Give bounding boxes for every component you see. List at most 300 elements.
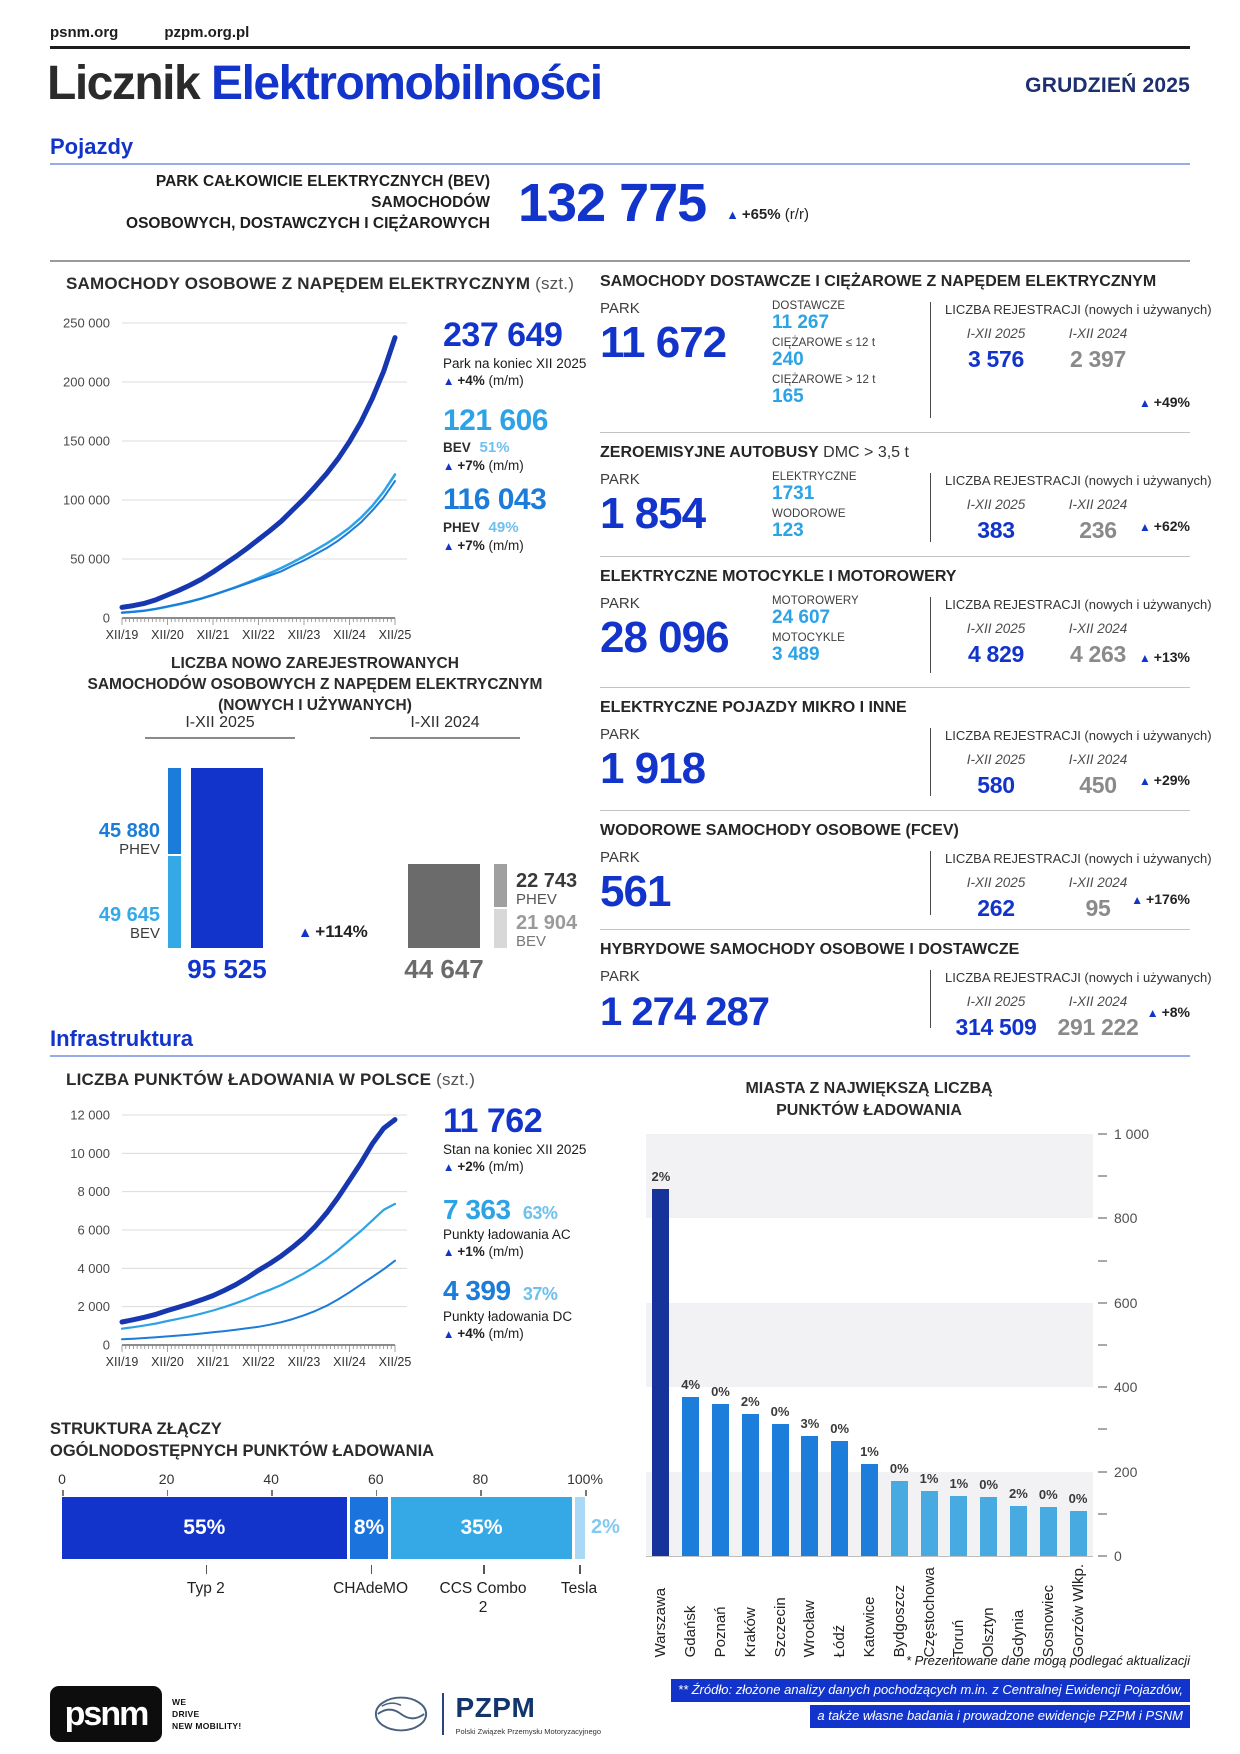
city-bar-label: 0% bbox=[1038, 1487, 1058, 1502]
stat-section-5 bbox=[600, 929, 1212, 1042]
footnote-1: * Prezentowane dane mogą podlegać aktualizacji bbox=[905, 1653, 1190, 1668]
stat-value: 11 762 bbox=[443, 1102, 543, 1140]
city-bar-label: 0% bbox=[1068, 1491, 1088, 1506]
city-name: Wrocław bbox=[801, 1600, 819, 1658]
city-bar-label: 2% bbox=[1009, 1486, 1028, 1501]
svg-text:XII/25: XII/25 bbox=[378, 628, 412, 642]
year-label: I-XII 2024 bbox=[1068, 326, 1128, 341]
stat-section-4 bbox=[600, 810, 1212, 929]
svg-text:4 000: 4 000 bbox=[77, 1260, 110, 1276]
year-value: 236 bbox=[1079, 517, 1117, 543]
connectors-chart bbox=[50, 1418, 620, 1623]
city-bar bbox=[1010, 1506, 1027, 1556]
park-breakdown-item bbox=[772, 508, 922, 542]
registrations-block bbox=[930, 473, 1212, 543]
city-bar bbox=[652, 1189, 669, 1556]
axis-number: 200 bbox=[1114, 1463, 1138, 1480]
registrations-title: LICZBA REJESTRACJI (nowych i używanych) bbox=[945, 851, 1212, 866]
axis-dash bbox=[1098, 1471, 1107, 1473]
axis-number: 800 bbox=[1114, 1210, 1138, 1227]
city-bar-slot bbox=[884, 1134, 914, 1556]
breakdown-label: CIĘŻAROWE ≤ 12 t bbox=[772, 336, 876, 349]
label-bev-2024: 21 904 BEV bbox=[516, 912, 578, 950]
year-label: I-XII 2025 bbox=[966, 497, 1026, 512]
city-bar-label: 4% bbox=[681, 1377, 701, 1392]
svg-text:6 000: 6 000 bbox=[77, 1222, 110, 1238]
city-bar-label: 1% bbox=[860, 1444, 879, 1459]
year-label: I-XII 2025 bbox=[966, 326, 1026, 341]
year-value: 2 397 bbox=[1069, 346, 1127, 372]
year-label: I-XII 2024 bbox=[1068, 875, 1128, 890]
svg-text:200 000: 200 000 bbox=[63, 374, 110, 390]
axis-dash bbox=[1098, 1302, 1107, 1304]
city-bar bbox=[682, 1397, 699, 1556]
year-value: 450 bbox=[1079, 772, 1117, 798]
registrations-block bbox=[930, 970, 1212, 1040]
city-name: Katowice bbox=[860, 1596, 878, 1658]
connector-label: Typ 2 bbox=[186, 1579, 225, 1597]
park-breakdown-item bbox=[772, 595, 922, 629]
axis-tick bbox=[585, 1490, 587, 1496]
axis-dash bbox=[1098, 1260, 1107, 1262]
axis-dash bbox=[1098, 1513, 1107, 1515]
city-bar bbox=[1070, 1511, 1087, 1556]
connector-segment-chademo: 8% bbox=[350, 1497, 392, 1559]
city-bar-slot bbox=[706, 1134, 736, 1556]
label-bev-2025: 49 645 BEV bbox=[98, 904, 160, 942]
axis-number: 20 bbox=[158, 1470, 175, 1487]
city-bar-slot bbox=[735, 1134, 765, 1556]
svg-text:XII/21: XII/21 bbox=[196, 1355, 230, 1369]
park-value: 11 672 bbox=[600, 318, 727, 367]
registrations-col-2025 bbox=[945, 497, 1047, 544]
cities-plot bbox=[646, 1134, 1093, 1556]
svg-text:0: 0 bbox=[102, 610, 110, 626]
city-bar-label: 0% bbox=[711, 1384, 730, 1399]
axis-dash bbox=[1098, 1555, 1107, 1557]
svg-text:XII/24: XII/24 bbox=[333, 1355, 366, 1369]
breakdown-value: 3 489 bbox=[772, 643, 820, 665]
top-links bbox=[50, 24, 295, 41]
vehicle-stats-sections bbox=[600, 262, 1212, 1042]
registrations-delta: ▲ +62% bbox=[1139, 518, 1190, 534]
new-registrations-title: LICZBA NOWO ZAREJESTROWANYCH SAMOCHODÓW OSOBOWYCH Z NAPĘDEM ELEKTRYCZNYM (NOWYCH I UŻYWANYCH) bbox=[87, 655, 543, 714]
stat-section-2 bbox=[600, 556, 1212, 687]
park-breakdown-item bbox=[772, 300, 922, 334]
city-name: Warszawa bbox=[652, 1587, 670, 1658]
svg-text:XII/22: XII/22 bbox=[242, 628, 275, 642]
svg-text:XII/25: XII/25 bbox=[378, 1355, 412, 1369]
park-value: 1 854 bbox=[600, 489, 706, 538]
footnote-2: ** Źródło: złożone analizy danych pochodzących m.in. z Centralnej Ewidencji Pojazdów, bbox=[671, 1679, 1190, 1702]
registrations-columns bbox=[931, 326, 1190, 373]
city-name: Kraków bbox=[741, 1607, 759, 1658]
axis-number: 0 bbox=[58, 1470, 66, 1487]
registrations-title: LICZBA REJESTRACJI (nowych i używanych) bbox=[945, 473, 1212, 488]
city-bar bbox=[861, 1464, 878, 1556]
axis-dash bbox=[1098, 1428, 1107, 1430]
chart-stat bbox=[443, 403, 603, 474]
stat-caption: Punkty ładowania AC bbox=[443, 1227, 571, 1243]
city-bar-slot bbox=[795, 1134, 825, 1556]
city-name: Gdańsk bbox=[682, 1605, 700, 1658]
main-bar-2024 bbox=[408, 864, 480, 948]
stat-section-title: ZEROEMISYJNE AUTOBUSY DMC > 3,5 t bbox=[600, 444, 909, 461]
section-heading-infrastruktura: Infrastruktura bbox=[50, 1026, 194, 1051]
year-value: 4 263 bbox=[1069, 641, 1127, 667]
tesla-share-label: 2% bbox=[591, 1516, 620, 1538]
city-bar-slot bbox=[646, 1134, 676, 1556]
cities-names bbox=[646, 1564, 1093, 1657]
footer bbox=[50, 1686, 601, 1742]
year-value: 262 bbox=[977, 895, 1015, 921]
park-breakdown bbox=[772, 300, 922, 411]
svg-text:50 000: 50 000 bbox=[70, 551, 110, 567]
label-phev-2025: 45 880 PHEV bbox=[98, 820, 160, 858]
connector-label: Tesla bbox=[560, 1579, 598, 1597]
connectors-labels bbox=[50, 1559, 598, 1623]
axis-tick bbox=[62, 1490, 64, 1496]
city-bar-slot bbox=[944, 1134, 974, 1556]
year-label: I-XII 2024 bbox=[1068, 752, 1128, 767]
connectors-axis bbox=[50, 1470, 603, 1497]
stat-caption: Stan na koniec XII 2025 bbox=[443, 1141, 587, 1157]
city-bar-label: 0% bbox=[770, 1404, 790, 1419]
stat-section-title: HYBRYDOWE SAMOCHODY OSOBOWE I DOSTAWCZE bbox=[600, 941, 1020, 958]
stat-delta: ▲ +4% (m/m) bbox=[443, 372, 524, 388]
year-value: 580 bbox=[977, 772, 1015, 798]
svg-text:XII/23: XII/23 bbox=[287, 1355, 321, 1369]
registrations-col-2025 bbox=[945, 326, 1047, 373]
ev-cars-chart-title: SAMOCHODY OSOBOWE Z NAPĘDEM ELEKTRYCZNYM (szt.) bbox=[66, 274, 575, 293]
axis-dash bbox=[1098, 1133, 1107, 1135]
link-pzpm-org[interactable]: pzpm.org.pl bbox=[164, 24, 250, 41]
year-label: I-XII 2024 bbox=[1068, 497, 1128, 512]
park-label: PARK bbox=[600, 595, 640, 612]
stat-delta: ▲ +7% (m/m) bbox=[443, 458, 524, 474]
stat-caption: PHEV 49% bbox=[443, 518, 519, 536]
stat-delta: ▲ +7% (m/m) bbox=[443, 537, 524, 553]
axis-number: 100% bbox=[567, 1470, 603, 1487]
svg-text:10 000: 10 000 bbox=[70, 1145, 110, 1161]
city-bar-slot bbox=[1063, 1134, 1093, 1556]
connector-tick bbox=[483, 1565, 485, 1574]
city-bar-label: 2% bbox=[651, 1169, 671, 1184]
chart-stat bbox=[443, 318, 603, 388]
city-name: Łódź bbox=[831, 1624, 849, 1658]
axis-dash bbox=[1098, 1386, 1107, 1388]
park-value: 28 096 bbox=[600, 613, 729, 662]
svg-text:XII/19: XII/19 bbox=[105, 1355, 139, 1369]
city-name: Toruń bbox=[950, 1619, 968, 1658]
registrations-title: LICZBA REJESTRACJI (nowych i używanych) bbox=[945, 728, 1212, 743]
stat-delta: ▲ +4% (m/m) bbox=[443, 1325, 524, 1341]
stat-caption: Punkty ładowania DC bbox=[443, 1308, 573, 1324]
stat-section-1 bbox=[600, 432, 1212, 556]
svg-text:2 000: 2 000 bbox=[77, 1299, 110, 1315]
connector-tick bbox=[206, 1565, 208, 1574]
svg-text:8 000: 8 000 bbox=[77, 1184, 110, 1200]
park-value: 1 918 bbox=[600, 744, 706, 793]
chart-stat bbox=[443, 1193, 603, 1260]
connector-segment-typ-2: 55% bbox=[62, 1497, 350, 1559]
pzpm-logo bbox=[372, 1692, 601, 1736]
charging-chart-title: LICZBA PUNKTÓW ŁADOWANIA W POLSCE (szt.) bbox=[66, 1070, 476, 1089]
city-bar bbox=[742, 1414, 759, 1556]
registrations-block bbox=[930, 728, 1212, 798]
city-bar bbox=[712, 1404, 729, 1556]
city-bar-label: 2% bbox=[740, 1394, 760, 1409]
registrations-col-2025 bbox=[945, 621, 1047, 668]
axis-dash bbox=[1098, 1175, 1107, 1177]
header-rule bbox=[50, 46, 1190, 49]
breakdown-value: 1731 bbox=[772, 483, 815, 504]
city-bar bbox=[980, 1497, 997, 1556]
city-bar-label: 1% bbox=[919, 1471, 939, 1486]
psnm-tagline: WE DRIVE NEW MOBILITY! bbox=[172, 1696, 242, 1732]
city-bar-slot bbox=[676, 1134, 706, 1556]
connector-label: CCS Combo 2 bbox=[439, 1579, 527, 1616]
axis-tick bbox=[271, 1490, 273, 1496]
stat-caption: Park na koniec XII 2025 bbox=[443, 355, 587, 371]
svg-text:XII/20: XII/20 bbox=[151, 1355, 184, 1369]
registrations-col-2025 bbox=[945, 875, 1047, 922]
breakdown-value: 123 bbox=[772, 519, 804, 541]
axis-number: 60 bbox=[368, 1470, 384, 1487]
registrations-title: LICZBA REJESTRACJI (nowych i używanych) bbox=[945, 597, 1212, 612]
city-name: Sosnowiec bbox=[1039, 1584, 1057, 1658]
city-bar-label: 1% bbox=[949, 1476, 969, 1491]
connector-tick bbox=[371, 1565, 373, 1574]
thin-bar-phev-2024 bbox=[494, 864, 507, 907]
reg-delta: ▲ +114% bbox=[298, 922, 368, 941]
axis-number: 600 bbox=[1114, 1294, 1138, 1311]
registrations-block bbox=[930, 302, 1212, 418]
breakdown-value: 165 bbox=[772, 385, 804, 407]
registrations-delta: ▲ +176% bbox=[1131, 891, 1190, 907]
label-phev-2024: 22 743 PHEV bbox=[516, 870, 578, 908]
new-registrations-chart bbox=[50, 648, 580, 1000]
bev-total-value: 132 775 bbox=[518, 173, 707, 234]
city-bar bbox=[772, 1424, 789, 1556]
stat-value: 116 043 bbox=[443, 483, 547, 517]
park-breakdown-item bbox=[772, 337, 922, 371]
city-bar-slot bbox=[855, 1134, 885, 1556]
registrations-delta: ▲ +13% bbox=[1139, 649, 1190, 665]
connector-segment-tesla bbox=[575, 1497, 585, 1559]
park-label: PARK bbox=[600, 300, 640, 317]
registrations-title: LICZBA REJESTRACJI (nowych i używanych) bbox=[945, 302, 1212, 317]
year-value: 3 576 bbox=[967, 346, 1025, 372]
stat-value: 7 363 63% bbox=[443, 1193, 558, 1225]
year-value: 314 509 bbox=[955, 1014, 1037, 1040]
year-value: 95 bbox=[1085, 895, 1111, 921]
issue-date: GRUDZIEŃ 2025 bbox=[1025, 74, 1190, 97]
svg-text:XII/22: XII/22 bbox=[242, 1355, 275, 1369]
thin-bar-bev-2024 bbox=[494, 909, 507, 948]
footnotes bbox=[600, 1652, 1190, 1728]
city-bar-slot bbox=[765, 1134, 795, 1556]
city-bar-label: 3% bbox=[800, 1416, 820, 1431]
breakdown-label: MOTOROWERY bbox=[772, 595, 859, 607]
pojazdy-rule bbox=[50, 163, 1190, 165]
stat-section-title: SAMOCHODY DOSTAWCZE I CIĘŻAROWE Z NAPĘDEM ELEKTRYCZNYM bbox=[600, 273, 1157, 290]
infrastruktura-rule bbox=[50, 1055, 1190, 1057]
year-label: I-XII 2025 bbox=[966, 752, 1026, 767]
registrations-delta: ▲ +29% bbox=[1139, 772, 1190, 788]
city-name: Poznań bbox=[711, 1606, 729, 1658]
city-bar bbox=[891, 1481, 908, 1556]
connector-label: CHAdeMO bbox=[333, 1579, 409, 1597]
svg-text:XII/23: XII/23 bbox=[287, 628, 321, 642]
axis-number: 1 000 bbox=[1114, 1126, 1150, 1142]
stat-delta: ▲ +1% (m/m) bbox=[443, 1244, 524, 1260]
registrations-col-2025 bbox=[945, 752, 1047, 799]
stat-section-title: ELEKTRYCZNE POJAZDY MIKRO I INNE bbox=[600, 699, 907, 716]
svg-text:12 000: 12 000 bbox=[70, 1107, 110, 1123]
axis-tick bbox=[376, 1490, 378, 1496]
axis-number: 0 bbox=[1114, 1548, 1122, 1564]
bev-total-delta: ▲ +65% (r/r) bbox=[726, 205, 809, 223]
city-name: Częstochowa bbox=[920, 1567, 938, 1658]
bev-total-stat bbox=[50, 172, 1190, 235]
city-bar-label: 0% bbox=[889, 1461, 909, 1476]
stat-delta: ▲ +2% (m/m) bbox=[443, 1158, 524, 1174]
park-breakdown-item bbox=[772, 632, 922, 666]
axis-tick bbox=[480, 1490, 482, 1496]
year-value: 4 829 bbox=[967, 641, 1025, 667]
city-bar-label: 0% bbox=[830, 1421, 850, 1436]
registrations-col-2025 bbox=[945, 994, 1047, 1041]
breakdown-label: DOSTAWCZE bbox=[772, 300, 846, 312]
park-breakdown bbox=[772, 595, 922, 669]
year-label: I-XII 2024 bbox=[1068, 621, 1128, 636]
axis-dash bbox=[1098, 1344, 1107, 1346]
section-heading-pojazdy: Pojazdy bbox=[50, 134, 134, 159]
svg-text:150 000: 150 000 bbox=[63, 433, 110, 449]
group-header-2025: I-XII 2025 bbox=[145, 714, 295, 739]
stat-caption: BEV 51% bbox=[443, 439, 510, 457]
city-name: Gorzów Wlkp. bbox=[1069, 1564, 1087, 1658]
ev-cars-stats bbox=[443, 318, 603, 553]
bev-total-label: PARK CAŁKOWICIE ELEKTRYCZNYCH (BEV) SAMOCHODÓW OSOBOWYCH, DOSTAWCZYCH I CIĘŻAROWYCH bbox=[126, 173, 490, 232]
registrations-title: LICZBA REJESTRACJI (nowych i używanych) bbox=[945, 970, 1212, 985]
breakdown-label: MOTOCYKLE bbox=[772, 631, 845, 644]
city-name: Bydgoszcz bbox=[890, 1584, 908, 1658]
svg-text:XII/20: XII/20 bbox=[151, 628, 184, 642]
city-bar-slot bbox=[825, 1134, 855, 1556]
park-label: PARK bbox=[600, 968, 640, 985]
breakdown-label: CIĘŻAROWE > 12 t bbox=[772, 373, 876, 386]
psnm-logo: psnm bbox=[50, 1686, 162, 1742]
park-breakdown bbox=[772, 471, 922, 545]
registrations-delta: ▲ +8% bbox=[1146, 1004, 1190, 1020]
svg-text:XII/21: XII/21 bbox=[196, 628, 230, 642]
stat-value: 237 649 bbox=[443, 316, 563, 354]
park-label: PARK bbox=[600, 849, 640, 866]
park-breakdown-item bbox=[772, 374, 922, 408]
axis-number: 400 bbox=[1114, 1379, 1138, 1396]
breakdown-label: ELEKTRYCZNE bbox=[772, 471, 857, 483]
year-label: I-XII 2025 bbox=[966, 875, 1026, 890]
registrations-block bbox=[930, 597, 1212, 673]
city-bar-label: 0% bbox=[979, 1477, 999, 1492]
park-label: PARK bbox=[600, 471, 640, 488]
city-bar-slot bbox=[914, 1134, 944, 1556]
connector-segment-ccs-combo-2: 35% bbox=[391, 1497, 574, 1559]
city-name: Szczecin bbox=[771, 1597, 789, 1658]
breakdown-value: 240 bbox=[772, 348, 804, 370]
svg-text:250 000: 250 000 bbox=[63, 315, 110, 331]
link-psnm-org[interactable]: psnm.org bbox=[50, 24, 119, 41]
stat-section-title: WODOROWE SAMOCHODY OSOBOWE (FCEV) bbox=[600, 822, 959, 839]
chart-stat bbox=[443, 1277, 603, 1341]
pzpm-divider bbox=[442, 1693, 444, 1735]
stat-value: 121 606 bbox=[443, 403, 548, 437]
connector-tick bbox=[579, 1565, 581, 1574]
axis-tick bbox=[167, 1490, 169, 1496]
year-value: 383 bbox=[977, 517, 1015, 543]
registrations-col-2024 bbox=[1047, 994, 1149, 1041]
park-value: 561 bbox=[600, 867, 671, 916]
city-bar bbox=[1040, 1507, 1057, 1556]
thin-bar-phev-2025 bbox=[168, 768, 181, 854]
cities-baseline bbox=[646, 1556, 1093, 1558]
city-name: Gdynia bbox=[1009, 1609, 1027, 1658]
thin-bar-bev-2025 bbox=[168, 856, 181, 948]
svg-text:XII/19: XII/19 bbox=[105, 628, 139, 642]
stat-section-3 bbox=[600, 687, 1212, 810]
breakdown-label: WODOROWE bbox=[772, 507, 846, 520]
registrations-col-2024 bbox=[1047, 621, 1149, 668]
connectors-title: STRUKTURA ZŁĄCZY OGÓLNODOSTĘPNYCH PUNKTÓW ŁADOWANIA bbox=[50, 1420, 435, 1461]
svg-text:XII/24: XII/24 bbox=[333, 628, 366, 642]
main-bar-2025 bbox=[191, 768, 263, 948]
registrations-block bbox=[930, 851, 1212, 921]
registrations-delta: ▲ +49% bbox=[1139, 394, 1190, 410]
chart-stat bbox=[443, 1104, 603, 1174]
registrations-col-2024 bbox=[1047, 752, 1149, 799]
stat-value: 4 399 37% bbox=[443, 1275, 558, 1307]
svg-text:100 000: 100 000 bbox=[63, 492, 110, 508]
total-2024: 44 647 bbox=[404, 954, 484, 984]
park-label: PARK bbox=[600, 726, 640, 743]
up-arrow-icon: ▲ bbox=[726, 206, 739, 222]
city-bar bbox=[831, 1441, 848, 1556]
year-label: I-XII 2025 bbox=[966, 621, 1026, 636]
year-value: 291 222 bbox=[1057, 1014, 1139, 1040]
charging-stats bbox=[443, 1104, 603, 1341]
breakdown-value: 24 607 bbox=[772, 607, 831, 628]
registrations-col-2024 bbox=[1047, 497, 1149, 544]
stat-section-title: ELEKTRYCZNE MOTOCYKLE I MOTOROWERY bbox=[600, 568, 957, 585]
pzpm-subtitle: Polski Związek Przemysłu Motoryzacyjnego bbox=[455, 1727, 601, 1736]
page-title: Licznik Elektromobilności bbox=[47, 57, 602, 110]
city-name: Olsztyn bbox=[980, 1607, 998, 1658]
stat-section-0 bbox=[600, 262, 1212, 432]
pzpm-name: PZPM bbox=[455, 1692, 536, 1723]
axis-dash bbox=[1098, 1217, 1107, 1219]
park-value: 1 274 287 bbox=[600, 990, 769, 1034]
axis-number: 80 bbox=[472, 1470, 489, 1487]
axis-number: 40 bbox=[263, 1470, 279, 1487]
group-header-2024: I-XII 2024 bbox=[370, 714, 520, 739]
year-label: I-XII 2025 bbox=[966, 994, 1026, 1009]
park-breakdown-item bbox=[772, 471, 922, 505]
connectors-bar bbox=[62, 1497, 585, 1559]
year-label: I-XII 2024 bbox=[1068, 994, 1128, 1009]
city-bar bbox=[801, 1436, 818, 1556]
